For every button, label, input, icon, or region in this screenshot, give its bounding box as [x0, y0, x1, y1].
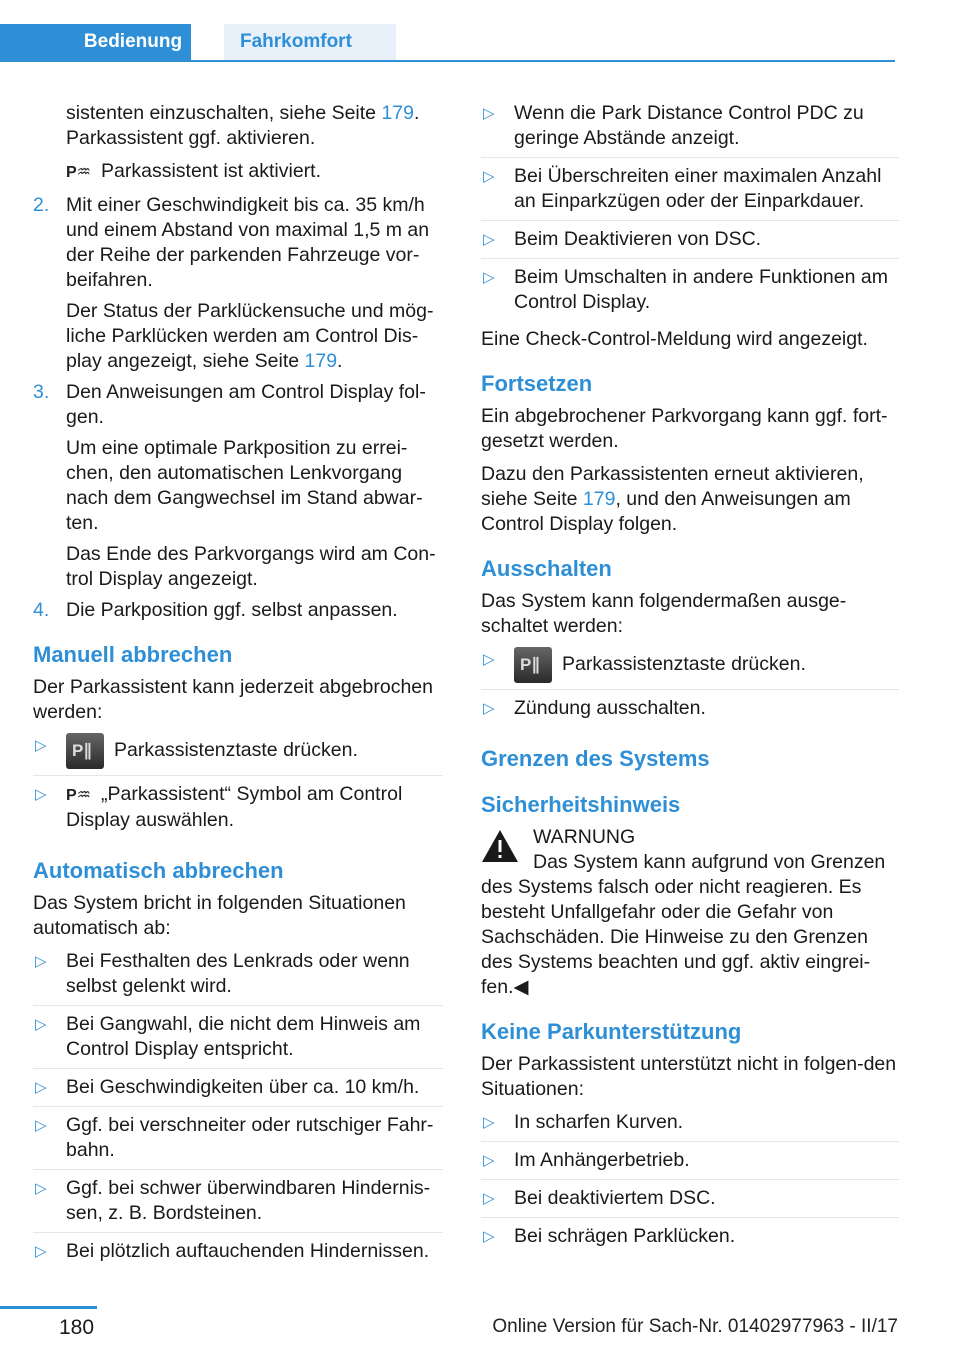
check-control-text: Eine Check-Control-Meldung wird angezeigt. — [481, 328, 868, 350]
warning-triangle-icon — [481, 829, 519, 863]
list-item-text: Im Anhängerbetrieb. — [514, 1149, 690, 1171]
triangle-right-icon: ▷ — [483, 1190, 495, 1207]
list-item-text: Bei Gangwahl, die nicht dem Hinweis am Control Display entspricht. — [66, 1013, 421, 1060]
list-item-text: Beim Deaktivieren von DSC. — [514, 228, 762, 250]
triangle-right-icon: ▷ — [483, 105, 495, 122]
page-link[interactable]: 179 — [381, 102, 414, 124]
list-item-text: Bei deaktiviertem DSC. — [514, 1187, 716, 1209]
tab-bedienung[interactable]: Bedienung — [75, 24, 191, 60]
triangle-right-icon: ▷ — [35, 1180, 47, 1197]
warning-title: WARNUNG — [533, 826, 636, 848]
tab-fahrkomfort[interactable]: Fahrkomfort — [224, 24, 396, 60]
list-item — [33, 949, 443, 1006]
parking-assist-symbol-icon: P♒ — [66, 787, 92, 804]
left-column — [33, 101, 443, 1276]
right-column — [481, 101, 899, 1261]
no-support-intro: Der Parkassistent unterstützt nicht in folgen-den Situationen: — [481, 1053, 897, 1100]
triangle-right-icon: ▷ — [35, 953, 47, 970]
heading-auto-cancel: Automatisch abbrechen — [33, 858, 284, 883]
heading-continue: Fortsetzen — [481, 371, 593, 396]
step-2 — [33, 193, 443, 374]
page-number: 180 — [59, 1316, 95, 1339]
list-item — [481, 696, 899, 727]
continue-text — [481, 462, 899, 537]
continued-text — [33, 101, 443, 151]
triangle-right-icon: ▷ — [35, 786, 47, 803]
list-item-text: Bei Festhalten des Lenkrads oder wenn selbst gelenkt wird. — [66, 950, 410, 997]
list-item — [481, 265, 899, 321]
step-number: 4. — [33, 599, 50, 621]
list-item — [481, 647, 899, 690]
footer-rule — [0, 1306, 97, 1309]
heading-system-limits: Grenzen des Systems — [481, 746, 710, 771]
continue-text: Ein abgebrochener Parkvorgang kann ggf. fort-gesetzt werden. — [481, 405, 888, 452]
step-number: 3. — [33, 381, 50, 403]
heading-switch-off: Ausschalten — [481, 556, 612, 581]
continued-text-part-1: sistenten einzuschalten, siehe Seite — [66, 102, 377, 124]
step-text-part: . — [337, 350, 343, 372]
list-item-text: Bei plötzlich auftauchenden Hindernissen. — [66, 1240, 430, 1262]
list-item-text: „Parkassistent“ Symbol am Control Display auswählen. — [66, 783, 403, 831]
list-item — [33, 1075, 443, 1107]
page-link[interactable]: 179 — [304, 350, 338, 372]
page-link[interactable]: 179 — [582, 488, 616, 510]
list-item — [33, 733, 443, 776]
step-text: Das Ende des Parkvorgangs wird am Con-trol Display angezeigt. — [66, 543, 436, 590]
list-item-text: Zündung ausschalten. — [514, 697, 706, 719]
triangle-right-icon: ▷ — [483, 269, 495, 286]
step-text: Um eine optimale Parkposition zu errei-chen, den automatischen Lenkvorgang nach dem Gangwechsel im Stand abwar-ten. — [66, 437, 423, 534]
warning-box — [481, 825, 899, 850]
list-item-text: Wenn die Park Distance Control PDC zu geringe Abstände anzeigt. — [514, 102, 864, 149]
list-item — [481, 227, 899, 259]
continue-text-part: , und den Anweisungen am Control Display folgen. — [481, 488, 851, 535]
auto-intro: Das System bricht in folgenden Situationen automatisch ab: — [33, 892, 406, 939]
activated-text: Parkassistent ist aktiviert. — [101, 160, 321, 182]
list-item-text: Parkassistenztaste drücken. — [562, 653, 806, 676]
list-item-text: Bei schrägen Parklücken. — [514, 1225, 736, 1247]
step-text-part: Der Status der Parklückensuche und mög-liche Parklücken werden am Control Dis-play angezeigt, siehe Seite — [66, 300, 434, 372]
list-item — [481, 1148, 899, 1180]
triangle-right-icon: ▷ — [483, 700, 495, 717]
step-number: 2. — [33, 194, 50, 216]
list-item — [33, 1239, 443, 1270]
list-item-text: Beim Umschalten in andere Funktionen am Control Display. — [514, 266, 888, 313]
list-item — [33, 1113, 443, 1170]
step-4 — [33, 598, 443, 623]
list-item — [481, 101, 899, 158]
online-version-note: Online Version für Sach-Nr. 01402977963 - II/17 — [492, 1316, 898, 1337]
triangle-right-icon: ▷ — [483, 651, 495, 668]
list-item-text: In scharfen Kurven. — [514, 1111, 684, 1133]
activated-line — [33, 159, 443, 185]
triangle-right-icon: ▷ — [35, 1243, 47, 1260]
step-text — [66, 299, 443, 374]
list-item-text: Ggf. bei verschneiter oder rutschiger Fahr-bahn. — [66, 1114, 434, 1161]
list-item-text: Bei Geschwindigkeiten über ca. 10 km/h. — [66, 1076, 420, 1098]
parking-assist-button-icon: P∥ — [66, 733, 104, 769]
heading-no-support: Keine Parkunterstützung — [481, 1019, 742, 1044]
triangle-right-icon: ▷ — [483, 1152, 495, 1169]
header-tabbar — [0, 24, 895, 62]
triangle-right-icon: ▷ — [35, 737, 47, 754]
step-text: Die Parkposition ggf. selbst anpassen. — [66, 599, 398, 621]
warning-text: Das System kann aufgrund von Grenzen des Systems falsch oder nicht reagieren. Es besteht Unfallgefahr oder die Gefahr von Sachschäden. Die Hinweise zu den Grenzen des Systems beachten und ggf. aktiv eingrei-fen.◀ — [481, 851, 886, 998]
continue-text-part: Dazu den Parkassistenten erneut aktivieren, siehe Seite — [481, 463, 864, 510]
triangle-right-icon: ▷ — [35, 1079, 47, 1096]
step-text: Mit einer Geschwindigkeit bis ca. 35 km/h und einem Abstand von maximal 1,5 m an der Reihe der parkenden Fahrzeuge vor-beifahren. — [66, 194, 430, 291]
triangle-right-icon: ▷ — [35, 1016, 47, 1033]
list-item — [33, 1176, 443, 1233]
step-text: Den Anweisungen am Control Display fol-gen. — [66, 381, 426, 428]
triangle-right-icon: ▷ — [483, 1228, 495, 1245]
auto-cancel-list — [33, 949, 443, 1270]
continued-text-part-2: . Parkassistent ggf. aktivieren. — [66, 102, 420, 149]
list-item — [481, 164, 899, 221]
list-item — [33, 1012, 443, 1069]
list-item — [481, 1224, 899, 1255]
parking-assist-symbol-icon: P♒ — [66, 164, 92, 181]
triangle-right-icon: ▷ — [35, 1117, 47, 1134]
switch-off-intro: Das System kann folgendermaßen ausge-schaltet werden: — [481, 590, 847, 637]
heading-safety-note: Sicherheitshinweis — [481, 792, 681, 817]
step-3 — [33, 380, 443, 592]
parking-assist-button-icon: P∥ — [514, 647, 552, 683]
list-item — [481, 1186, 899, 1218]
list-item-text: Ggf. bei schwer überwindbaren Hindernis-sen, z. B. Bordsteinen. — [66, 1177, 431, 1224]
list-item-text: Parkassistenztaste drücken. — [114, 739, 358, 762]
list-item — [481, 1110, 899, 1142]
list-item-text: Bei Überschreiten einer maximalen Anzahl an Einparkzügen oder der Einparkdauer. — [514, 165, 882, 212]
triangle-right-icon: ▷ — [483, 168, 495, 185]
manual-intro: Der Parkassistent kann jederzeit abgebrochen werden: — [33, 676, 433, 723]
heading-manual-cancel: Manuell abbrechen — [33, 642, 233, 667]
triangle-right-icon: ▷ — [483, 231, 495, 248]
triangle-right-icon: ▷ — [483, 1114, 495, 1131]
list-item — [33, 782, 443, 839]
